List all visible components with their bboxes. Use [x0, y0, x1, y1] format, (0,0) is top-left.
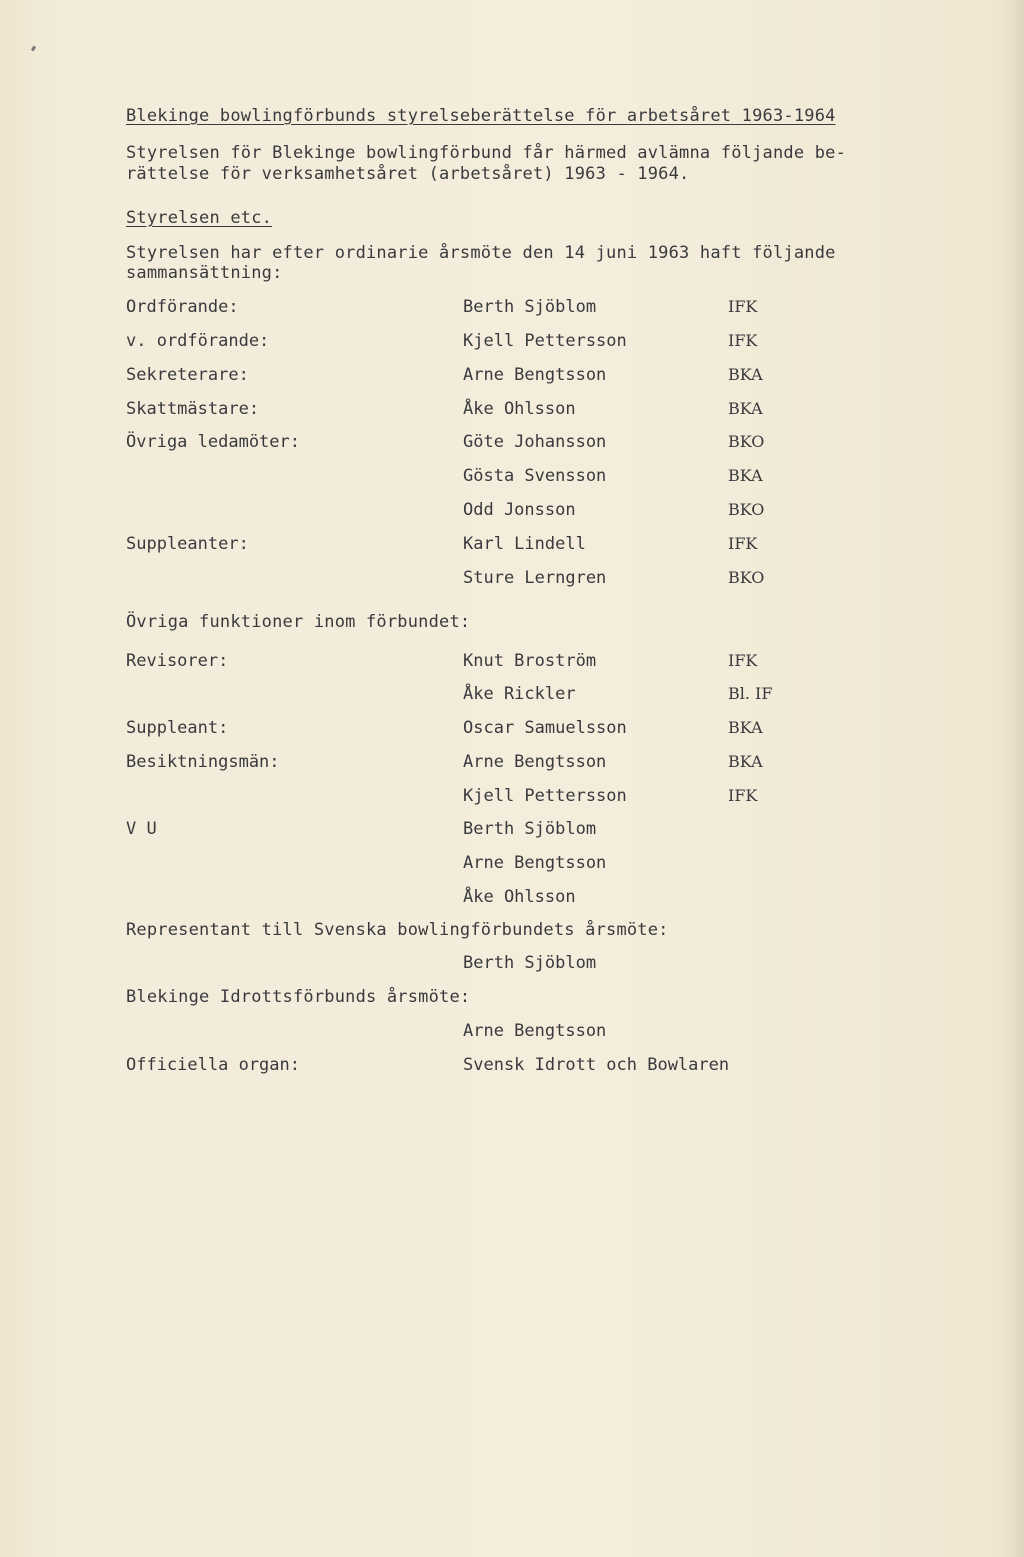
paper-speck: [31, 46, 36, 52]
roster-name: Oscar Samuelsson: [463, 718, 627, 738]
roster-name: Åke Ohlsson: [463, 399, 576, 419]
roster-club: BKA: [728, 718, 763, 737]
blekinge-representation-heading: Blekinge Idrottsförbunds årsmöte:: [126, 987, 471, 1007]
intro-line-1: Styrelsen för Blekinge bowlingförbund får härmed avlämna följande be-: [126, 143, 847, 163]
roster-name: Sture Lerngren: [463, 568, 607, 588]
section-heading: Styrelsen etc.: [126, 208, 273, 228]
roster-label: V U: [126, 819, 157, 839]
page-edge-shadow: [1006, 0, 1024, 1557]
roster-name: Berth Sjöblom: [463, 819, 597, 839]
roster-club: IFK: [728, 786, 758, 805]
board-paragraph-line-1: Styrelsen har efter ordinarie årsmöte den 14 juni 1963 haft följande: [126, 243, 836, 263]
blekinge-representative-name: Arne Bengtsson: [463, 1021, 607, 1041]
roster-name: Kjell Pettersson: [463, 331, 627, 351]
roster-club: Bl. IF: [728, 684, 773, 703]
roster-club: BKO: [728, 500, 765, 519]
roster-label: Sekreterare:: [126, 365, 249, 385]
roster-club: BKA: [728, 399, 763, 418]
board-paragraph-line-2: sammansättning:: [126, 263, 283, 283]
official-organs-value: Svensk Idrott och Bowlaren: [463, 1055, 730, 1075]
roster-label: Skattmästare:: [126, 399, 260, 419]
roster-label: Övriga ledamöter:: [126, 432, 300, 452]
roster-name: Berth Sjöblom: [463, 297, 597, 317]
document-title: Blekinge bowlingförbunds styrelseberättelse för arbetsåret 1963-1964: [126, 106, 836, 126]
roster-name: Arne Bengtsson: [463, 853, 607, 873]
roster-label: Ordförande:: [126, 297, 239, 317]
roster-name: Arne Bengtsson: [463, 752, 607, 772]
intro-line-2: rättelse för verksamhetsåret (arbetsåret) 1963 - 1964.: [126, 164, 690, 184]
roster-label: Revisorer:: [126, 651, 229, 671]
roster-club: BKA: [728, 752, 763, 771]
roster-label: Suppleant:: [126, 718, 229, 738]
roster-club: BKO: [728, 432, 765, 451]
roster-name: Odd Jonsson: [463, 500, 576, 520]
roster-name: Arne Bengtsson: [463, 365, 607, 385]
roster-club: BKA: [728, 365, 763, 384]
roster-club: IFK: [728, 534, 758, 553]
roster-club: IFK: [728, 331, 758, 350]
roster-label: Besiktningsmän:: [126, 752, 280, 772]
roster-label: Suppleanter:: [126, 534, 249, 554]
functions-heading: Övriga funktioner inom förbundet:: [126, 612, 471, 632]
roster-name: Gösta Svensson: [463, 466, 607, 486]
roster-club: IFK: [728, 297, 758, 316]
roster-label: v. ordförande:: [126, 331, 270, 351]
roster-club: BKO: [728, 568, 765, 587]
svenska-representative-name: Berth Sjöblom: [463, 953, 597, 973]
roster-club: BKA: [728, 466, 763, 485]
official-organs-label: Officiella organ:: [126, 1055, 300, 1075]
svenska-representation-heading: Representant till Svenska bowlingförbundets årsmöte:: [126, 920, 669, 940]
roster-name: Åke Ohlsson: [463, 887, 576, 907]
roster-name: Kjell Pettersson: [463, 786, 627, 806]
roster-club: IFK: [728, 651, 758, 670]
roster-name: Åke Rickler: [463, 684, 576, 704]
roster-name: Knut Broström: [463, 651, 597, 671]
roster-name: Karl Lindell: [463, 534, 586, 554]
roster-name: Göte Johansson: [463, 432, 607, 452]
